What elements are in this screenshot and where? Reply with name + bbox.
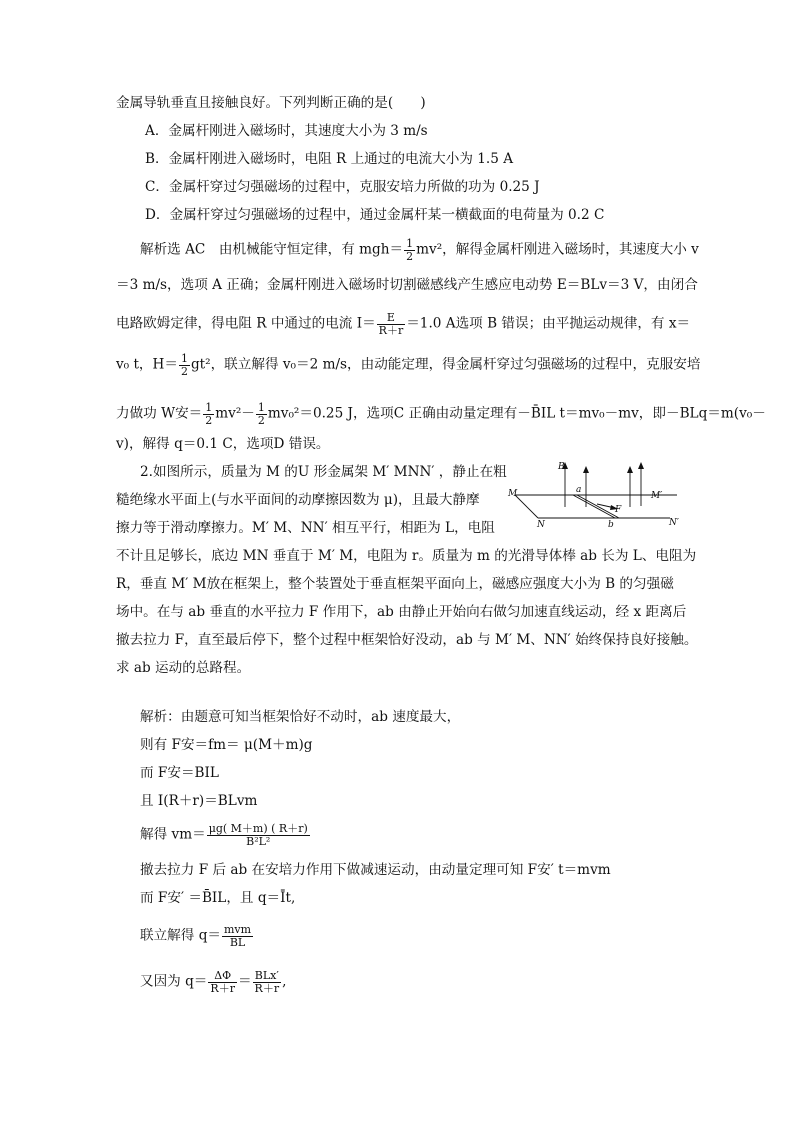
q1-solution-line-3: 电路欧姆定律，得电阻 R 中通过的电流 I＝ $\frac{E}{R+r}$ ＝1.0 A选项 B 错误；由平抛运动规律，有 x＝ — [116, 311, 691, 337]
q1-option-a: A．金属杆刚进入磁场时，其速度大小为 3 m/s — [145, 123, 428, 139]
arrow-head-3 — [627, 466, 633, 473]
arrow-head-4 — [638, 462, 644, 469]
q2-solution-line-7: 而 F安′ ＝B̄IL，且 q＝Īt, — [140, 890, 296, 906]
fraction-half: $\frac{1}{2}$ — [205, 401, 213, 427]
q2-text-line-8: 求 ab 运动的总路程。 — [116, 660, 251, 676]
label-f: F — [615, 505, 622, 515]
q1-option-c: C．金属杆穿过匀强磁场的过程中，克服安培力所做的功为 0.25 J — [145, 179, 540, 195]
label-n-prime: N′ — [669, 518, 679, 528]
fraction-half: $\frac{1}{2}$ — [257, 401, 265, 427]
fraction-half: $\frac{1}{2}$ — [406, 237, 414, 263]
q2-text-line-2: 糙绝缘水平面上(与水平面间的动摩擦因数为 μ)，且最大静摩 — [116, 492, 480, 508]
q2-text-line-1: 2.如图所示，质量为 M 的U 形金属架 M′ MNN′ ，静止在粗 — [140, 464, 507, 480]
q2-text-line-5: R，垂直 M′ M放在框架上，整个装置处于垂直框架平面向上，磁感应强度大小为 B 的匀强磁 — [116, 576, 674, 592]
label-n: N — [537, 520, 545, 530]
q1-option-d: D．金属杆穿过匀强磁场的过程中，通过金属杆某一横截面的电荷量为 0.2 C — [145, 207, 605, 223]
q2-text-line-4: 不计且足够长，底边 MN 垂直于 M′ M，电阻为 r。质量为 m 的光滑导体棒 ab 长为 L、电阻为 — [116, 548, 697, 564]
fraction-flux: $\frac{\Delta\Phi}{R+r}$ — [210, 969, 235, 995]
q2-text-line-6: 场中。在与 ab 垂直的水平拉力 F 作用下，ab 由静止开始向右做匀加速直线运动，经 x 距离后 — [116, 604, 687, 620]
q2-solution-line-8: 联立解得 q＝ $\frac{\text{mvm}}{BL}$ — [140, 923, 252, 949]
q1-stem-tail: 金属导轨垂直且接触良好。下列判断正确的是( ) — [116, 95, 426, 111]
q2-solution-line-5: 解得 vm＝ $\frac{\mu g( M+m) ( R+r)}{\text{B²L²}}$ — [140, 822, 308, 848]
q2-solution-line-4: 且 I(R＋r)＝BLvm — [140, 793, 258, 809]
label-b-rod: b — [608, 520, 614, 530]
q2-solution-line-9: 又因为 q＝ $\frac{\Delta\Phi}{R+r}$ ＝ $\frac{\text{BLx′}}{R+r}$ , — [140, 969, 287, 995]
rail-mn — [515, 495, 538, 518]
q1-solution-line-1: 解析选 AC 由机械能守恒定律，有 mgh＝ $\frac{1}{2}$ mv²，解得金属杆刚进入磁场时，其速度大小 v — [140, 237, 699, 263]
label-b-field: B — [558, 462, 565, 472]
fraction-current: $\frac{E}{R+r}$ — [378, 311, 404, 337]
fraction-blx: $\frac{\text{BLx′}}{R+r}$ — [254, 969, 280, 995]
q1-option-b: B．金属杆刚进入磁场时，电阻 R 上通过的电流大小为 1.5 A — [145, 151, 514, 167]
label-m: M — [508, 489, 518, 499]
q2-text-line-7: 撤去拉力 F，直至最后停下，整个过程中框架恰好没动，ab 与 M′ M、NN′ 始终保持良好接触。 — [116, 632, 698, 648]
label-a: a — [576, 485, 582, 495]
fraction-q: $\frac{\text{mvm}}{BL}$ — [224, 923, 252, 949]
q2-solution-line-3: 而 F安＝BIL — [140, 765, 219, 781]
frame-diagram — [505, 458, 685, 533]
q1-solution-line-5: 力做功 W安＝ $\frac{1}{2}$ mv²－ $\frac{1}{2}$ mv₀²＝0.25 J，选项C 正确由动量定理有－B̄IL t＝mv₀－mv，即－BLq＝m(v₀－ — [116, 401, 766, 427]
fraction-vm: $\frac{\mu g( M+m) ( R+r)}{\text{B²L²}}$ — [208, 822, 308, 848]
q2-solution-line-1: 解析：由题意可知当框架恰好不动时，ab 速度最大， — [140, 709, 461, 725]
label-m-prime: M′ — [651, 491, 663, 501]
q2-text-line-3: 擦力等于滑动摩擦力。M′ M、NN′ 相互平行，相距为 L，电阻 — [116, 520, 495, 536]
fraction-half: $\frac{1}{2}$ — [180, 352, 188, 378]
q1-solution-line-2: ＝3 m/s，选项 A 正确；金属杆刚进入磁场时切割磁感线产生感应电动势 E＝BLv＝3 V，由闭合 — [116, 277, 698, 293]
arrow-head-2 — [583, 466, 589, 473]
q1-solution-line-6: v)，解得 q＝0.1 C，选项D 错误。 — [116, 436, 330, 452]
q2-solution-line-2: 则有 F安＝fm＝ μ(M＋m)g — [140, 737, 313, 753]
q2-solution-line-6: 撤去拉力 F 后 ab 在安培力作用下做减速运动，由动量定理可知 F安′ t＝mvm — [140, 862, 611, 878]
q1-solution-line-4: v₀ t，H＝ $\frac{1}{2}$ gt²，联立解得 v₀＝2 m/s，由动能定理，得金属杆穿过匀强磁场的过程中，克服安培 — [116, 352, 701, 378]
